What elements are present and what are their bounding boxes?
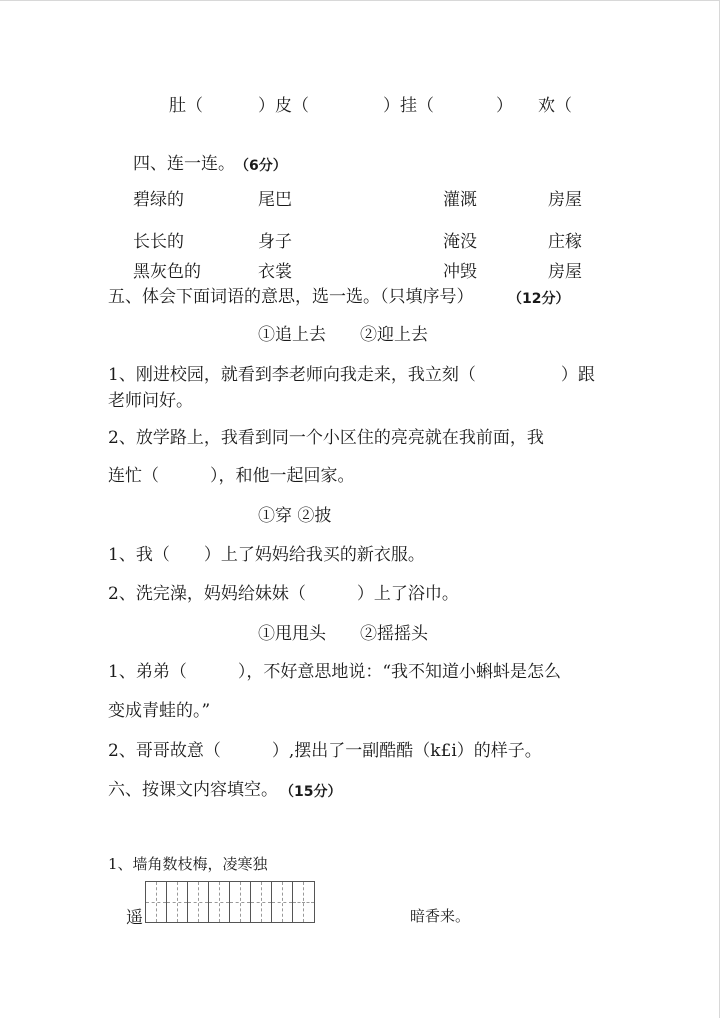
q4-col3-item: 灌溉	[443, 190, 477, 210]
q5-group2-item1: 1、我（ ）上了妈妈给我买的新衣服。	[108, 545, 425, 565]
q6-item1-line: 1、墙角数枝梅，凌寒独	[108, 855, 268, 873]
writing-grid-cell[interactable]	[251, 882, 272, 922]
q4-col1-item: 黑灰色的	[133, 262, 201, 282]
q5-group3-item2: 2、哥哥故意（ ）,摆出了一副酷酷（k£i）的样子。	[108, 741, 542, 761]
q5-group3-item1-line1: 1、弟弟（ ），不好意思地说：“我不知道小蝌蚪是怎么	[108, 662, 562, 682]
q5-group3-options: ①甩甩头 ②摇摇头	[258, 624, 428, 644]
q4-col4-item: 房屋	[548, 262, 582, 282]
writing-grid-cell[interactable]	[230, 882, 251, 922]
writing-grid-cell[interactable]	[209, 882, 230, 922]
q4-col4-item: 庄稼	[548, 232, 582, 252]
q3-word-4: ）	[496, 96, 513, 116]
writing-grid[interactable]	[145, 881, 315, 923]
q6-item1-suffix: 暗香来。	[410, 907, 471, 925]
q4-col1-item: 长长的	[133, 232, 184, 252]
q3-word-1: 肚（	[169, 96, 203, 116]
q5-group2-options: ①穿 ②披	[258, 506, 332, 526]
q5-group3-item1-line2: 变成青蛙的。”	[108, 701, 211, 721]
q5-group1-item1-line2: 老师问好。	[108, 391, 193, 411]
q5-title: 五、体会下面词语的意思，选一选。（只填序号）	[108, 287, 474, 307]
q4-col3-item: 冲毁	[443, 262, 477, 282]
q4-score: （6分）	[235, 158, 287, 174]
q4-col2-item: 尾巴	[258, 190, 292, 210]
writing-grid-cell[interactable]	[188, 882, 209, 922]
q3-word-5: 欢（	[538, 96, 572, 116]
q4-col2-item: 衣裳	[258, 262, 292, 282]
q6-score: （15分）	[280, 784, 342, 800]
writing-grid-cell[interactable]	[167, 882, 188, 922]
q5-group1-item2-line2: 连忙（ ），和他一起回家。	[108, 466, 355, 486]
q4-col3-item: 淹没	[443, 232, 477, 252]
q6-item1-prefix: 遥	[126, 908, 143, 928]
q4-col2-item: 身子	[258, 232, 292, 252]
writing-grid-cell[interactable]	[146, 882, 167, 922]
q5-group1-item2-line1: 2、放学路上，我看到同一个小区住的亮亮就在我前面，我	[108, 428, 544, 448]
q4-col4-item: 房屋	[548, 190, 582, 210]
q5-group1-options: ①追上去 ②迎上去	[258, 325, 428, 345]
q5-group2-item2: 2、洗完澡，妈妈给妹妹（ ）上了浴巾。	[108, 584, 459, 604]
q5-score: （12分）	[508, 291, 570, 307]
q3-word-3: ）挂（	[383, 96, 434, 116]
q3-word-2: ）皮（	[258, 96, 309, 116]
writing-grid-cell[interactable]	[272, 882, 293, 922]
q4-col1-item: 碧绿的	[133, 190, 184, 210]
q5-group1-item1-line1: 1、刚进校园，就看到李老师向我走来，我立刻（ ）跟	[108, 365, 595, 385]
q6-title: 六、按课文内容填空。	[108, 780, 278, 800]
q4-title: 四、连一连。	[133, 154, 235, 174]
writing-grid-cell[interactable]	[293, 882, 314, 922]
